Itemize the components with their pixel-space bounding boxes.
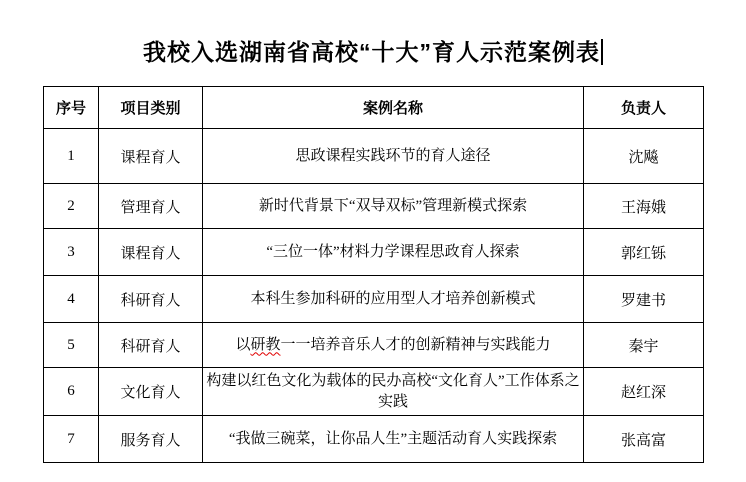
table-row [44, 368, 704, 416]
row-number-cell[interactable]: 6 [44, 368, 99, 416]
row-number-cell[interactable]: 5 [44, 323, 99, 368]
category-cell[interactable]: 文化育人 [99, 368, 203, 416]
row-number-cell[interactable]: 1 [44, 129, 99, 184]
table-row [44, 323, 704, 368]
leader-cell[interactable]: 秦宇 [584, 323, 704, 368]
row-number-cell[interactable]: 2 [44, 184, 99, 229]
row-number-cell[interactable]: 3 [44, 229, 99, 276]
column-header-2[interactable]: 案例名称 [203, 87, 584, 129]
leader-cell[interactable]: 张高富 [584, 416, 704, 463]
table-row [44, 416, 704, 463]
document-title [43, 34, 703, 67]
spellcheck-underlined-text: 研教 [250, 336, 281, 353]
leader-cell[interactable]: 赵红深 [584, 368, 704, 416]
document-title-text: 我校入选湖南省高校“十大”育人示范案例表 [143, 39, 600, 65]
category-cell[interactable]: 课程育人 [99, 129, 203, 184]
case-name-text: 一一培养音乐人才的创新精神与实践能力 [280, 336, 551, 353]
category-cell[interactable]: 科研育人 [99, 276, 203, 323]
leader-cell[interactable]: 罗建书 [584, 276, 704, 323]
table-row [44, 229, 704, 276]
row-number-cell[interactable]: 7 [44, 416, 99, 463]
leader-cell[interactable]: 沈飚 [584, 129, 704, 184]
case-name-text: 以 [235, 336, 251, 353]
case-name-cell[interactable]: “我做三碗菜，让你品人生”主题活动育人实践探索 [203, 416, 584, 463]
table-row [44, 129, 704, 184]
case-name-cell[interactable]: 新时代背景下“双导双标”管理新模式探索 [203, 184, 584, 229]
column-header-1[interactable]: 项目类别 [99, 87, 203, 129]
category-cell[interactable]: 课程育人 [99, 229, 203, 276]
text-cursor [601, 39, 603, 65]
case-name-cell[interactable] [203, 323, 584, 368]
case-name-cell[interactable]: 思政课程实践环节的育人途径 [203, 129, 584, 184]
category-cell[interactable]: 科研育人 [99, 323, 203, 368]
table-row [44, 184, 704, 229]
column-header-3[interactable]: 负责人 [584, 87, 704, 129]
table-row [44, 276, 704, 323]
column-header-0[interactable]: 序号 [44, 87, 99, 129]
case-table [43, 86, 704, 463]
case-name-cell[interactable]: 构建以红色文化为载体的民办高校“文化育人”工作体系之实践 [203, 368, 584, 416]
category-cell[interactable]: 服务育人 [99, 416, 203, 463]
case-name-cell[interactable]: 本科生参加科研的应用型人才培养创新模式 [203, 276, 584, 323]
row-number-cell[interactable]: 4 [44, 276, 99, 323]
leader-cell[interactable]: 王海娥 [584, 184, 704, 229]
table-header-row [44, 87, 704, 129]
category-cell[interactable]: 管理育人 [99, 184, 203, 229]
leader-cell[interactable]: 郭红铄 [584, 229, 704, 276]
case-name-cell[interactable]: “三位一体”材料力学课程思政育人探索 [203, 229, 584, 276]
